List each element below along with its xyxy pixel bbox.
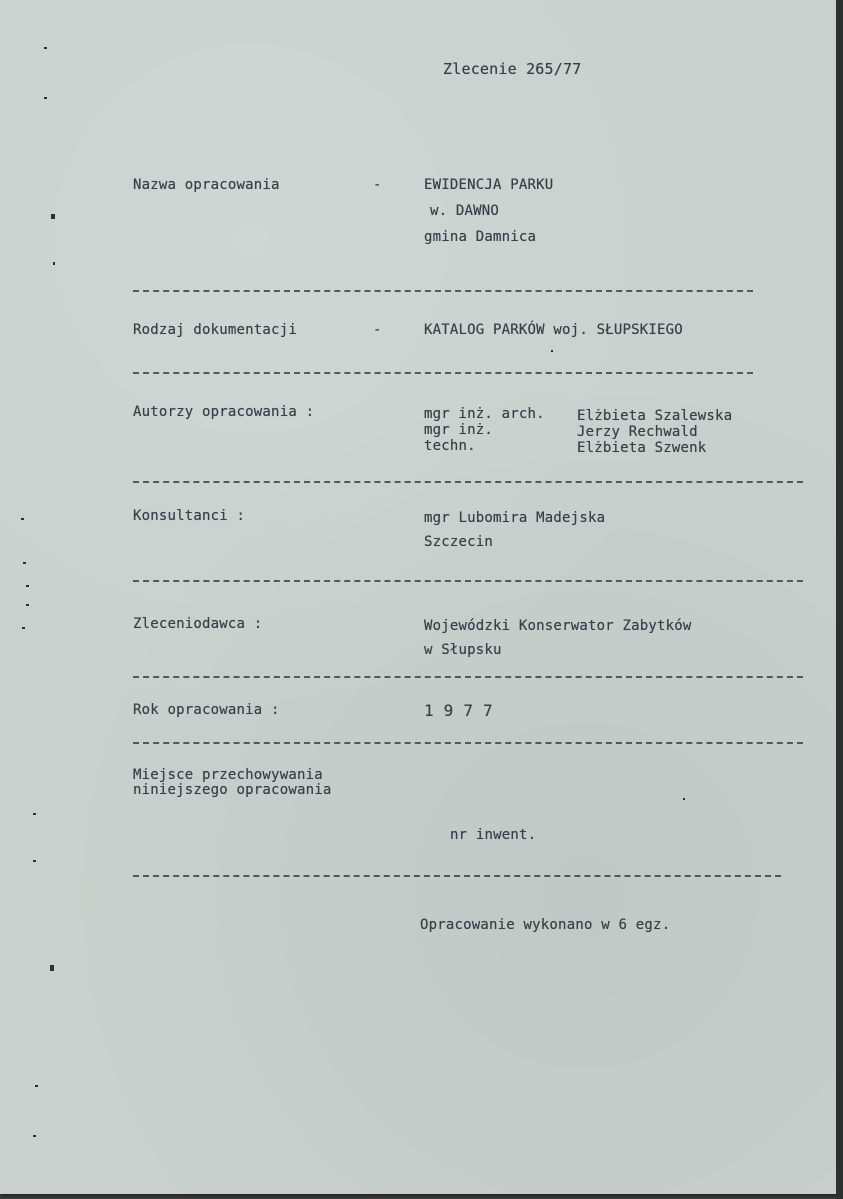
author-3-name: Elżbieta Szwenk <box>577 440 707 456</box>
scan-speck <box>23 562 26 564</box>
title-separator: - <box>373 177 382 193</box>
scan-speck <box>21 518 24 520</box>
author-3-title: techn. <box>424 438 476 454</box>
copies-note: Opracowanie wykonano w 6 egz. <box>420 917 671 933</box>
title-line-2: w. DAWNO <box>430 203 500 219</box>
consultant-city: Szczecin <box>424 534 494 550</box>
order-number: Zlecenie 265/77 <box>443 60 582 78</box>
divider <box>133 676 803 678</box>
scan-speck <box>50 965 54 971</box>
scan-speck <box>35 1085 38 1087</box>
scan-speck <box>33 813 36 815</box>
divider <box>133 580 803 582</box>
doc-type-label: Rodzaj dokumentacji <box>133 322 297 338</box>
divider <box>133 481 803 483</box>
scan-speck <box>44 47 47 49</box>
client-line-2: w Słupsku <box>424 642 502 658</box>
storage-label-line-1: Miejsce przechowywania <box>133 767 323 783</box>
scan-speck <box>33 860 36 862</box>
divider <box>133 875 781 877</box>
title-line-1: EWIDENCJA PARKU <box>424 177 554 193</box>
divider <box>133 290 753 292</box>
title-line-3: gmina Damnica <box>424 229 537 245</box>
author-2-name: Jerzy Rechwald <box>577 424 698 440</box>
inventory-number: nr inwent. <box>450 827 537 843</box>
divider <box>133 742 803 744</box>
title-label: Nazwa opracowania <box>133 177 280 193</box>
year-label: Rok opracowania : <box>133 702 280 718</box>
scan-speck <box>33 1135 36 1137</box>
doc-type-value: KATALOG PARKÓW woj. SŁUPSKIEGO <box>424 322 683 338</box>
authors-label: Autorzy opracowania : <box>133 404 315 420</box>
scan-speck <box>26 585 29 587</box>
scan-speck <box>22 627 25 629</box>
client-line-1: Wojewódzki Konserwator Zabytków <box>424 618 692 634</box>
scan-speck <box>51 214 55 219</box>
doc-type-separator: - <box>373 322 382 338</box>
client-label: Zleceniodawca : <box>133 616 263 632</box>
scan-speck <box>53 262 55 265</box>
consultant-name: mgr Lubomira Madejska <box>424 510 606 526</box>
scan-speck <box>26 604 29 606</box>
author-1-title: mgr inż. arch. <box>424 406 545 422</box>
divider <box>133 372 753 374</box>
author-2-title: mgr inż. <box>424 422 494 438</box>
scan-border <box>836 0 843 1199</box>
consultants-label: Konsultanci : <box>133 508 246 524</box>
storage-label-line-2: niniejszego opracowania <box>133 782 332 798</box>
author-1-name: Elżbieta Szalewska <box>577 408 733 424</box>
scan-speck <box>551 350 553 352</box>
scan-speck <box>683 798 685 800</box>
year-value: 1 9 7 7 <box>424 701 493 720</box>
scan-speck <box>44 97 47 99</box>
